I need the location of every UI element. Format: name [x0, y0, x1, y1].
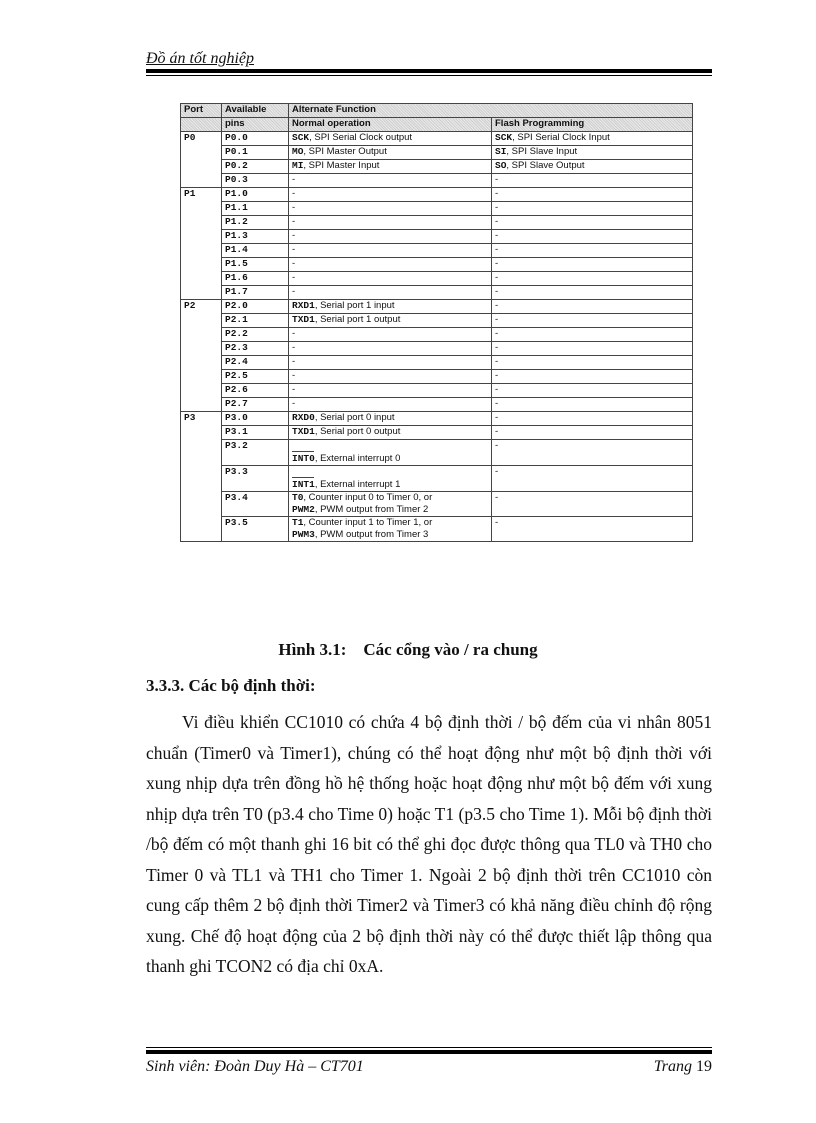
- normal-operation-cell: [289, 466, 492, 492]
- signal-description: , Serial port 0 output: [314, 426, 401, 437]
- table-row: [181, 230, 693, 244]
- header-normal-operation: Normal operation: [289, 118, 492, 132]
- normal-operation-cell: [289, 300, 492, 314]
- pin-cell: P1.2: [222, 216, 289, 230]
- signal-description: -: [292, 356, 296, 367]
- header-rule-thin: [146, 75, 712, 76]
- normal-operation-cell: [289, 398, 492, 412]
- flash-programming-cell: [492, 272, 693, 286]
- signal-description: -: [292, 216, 296, 227]
- signal-code: PWM2: [292, 504, 315, 515]
- signal-description: -: [495, 188, 499, 199]
- signal-code: TXD1: [292, 426, 315, 437]
- signal-description: -: [292, 174, 296, 185]
- flash-programming-cell: [492, 146, 693, 160]
- flash-programming-cell: [492, 328, 693, 342]
- signal-description: , Serial port 1 output: [314, 314, 401, 325]
- signal-code: TXD1: [292, 314, 315, 325]
- signal-description: -: [495, 440, 499, 451]
- signal-description: -: [495, 342, 499, 353]
- normal-operation-cell: [289, 384, 492, 398]
- signal-description: -: [292, 370, 296, 381]
- footer-student: Sinh viên: Đoàn Duy Hà – CT701: [146, 1058, 364, 1075]
- pin-cell: P1.1: [222, 202, 289, 216]
- flash-programming-cell: [492, 244, 693, 258]
- header-flash-programming: Flash Programming: [492, 118, 693, 132]
- pin-cell: P2.0: [222, 300, 289, 314]
- flash-programming-cell: [492, 202, 693, 216]
- pin-cell: P0.3: [222, 174, 289, 188]
- normal-operation-cell: [289, 517, 492, 542]
- signal-code: PWM3: [292, 529, 315, 540]
- signal-description: -: [495, 492, 499, 503]
- flash-programming-cell: [492, 370, 693, 384]
- table-row: [181, 244, 693, 258]
- signal-description: , PWM output from Timer 2: [314, 504, 429, 515]
- signal-description: , External interrupt 0: [314, 453, 401, 464]
- pin-cell: P2.4: [222, 356, 289, 370]
- signal-description: -: [495, 328, 499, 339]
- table-row: [181, 426, 693, 440]
- signal-description: , Serial port 1 input: [314, 300, 395, 311]
- table-row: [181, 160, 693, 174]
- flash-programming-cell: [492, 398, 693, 412]
- signal-code: SO: [495, 160, 507, 171]
- pin-cell: P3.3: [222, 466, 289, 492]
- signal-description: -: [495, 384, 499, 395]
- flash-programming-cell: [492, 492, 693, 517]
- header-rule-thick: [146, 69, 712, 73]
- normal-operation-cell: [289, 342, 492, 356]
- signal-description: , PWM output from Timer 3: [314, 529, 429, 540]
- flash-programming-cell: [492, 174, 693, 188]
- normal-operation-cell: [289, 174, 492, 188]
- signal-code: SCK: [495, 132, 513, 143]
- signal-description: , SPI Serial Clock output: [309, 132, 413, 143]
- normal-operation-cell: [289, 188, 492, 202]
- table-row: [181, 440, 693, 466]
- signal-description: -: [495, 314, 499, 325]
- pin-cell: P1.4: [222, 244, 289, 258]
- signal-description: -: [292, 188, 296, 199]
- normal-operation-cell: [289, 216, 492, 230]
- table-row: [181, 146, 693, 160]
- flash-programming-cell: [492, 412, 693, 426]
- overline-mark: [292, 466, 314, 478]
- normal-operation-cell: [289, 286, 492, 300]
- pin-cell: P3.4: [222, 492, 289, 517]
- normal-operation-cell: [289, 412, 492, 426]
- signal-description: , Counter input 1 to Timer 1, or: [303, 517, 433, 528]
- pin-cell: P3.0: [222, 412, 289, 426]
- footer-rule-thin: [146, 1047, 712, 1048]
- footer-page-label: Trang: [653, 1058, 692, 1075]
- normal-operation-cell: [289, 202, 492, 216]
- signal-description: -: [495, 286, 499, 297]
- figure-caption: [0, 640, 816, 660]
- signal-description: -: [495, 216, 499, 227]
- normal-operation-cell: [289, 492, 492, 517]
- footer-page-number: 19: [696, 1058, 712, 1075]
- footer-page: [654, 1058, 712, 1076]
- header-title: Đồ án tốt nghiệp: [146, 50, 254, 67]
- signal-description: -: [292, 258, 296, 269]
- table-row: [181, 202, 693, 216]
- pin-cell: P3.1: [222, 426, 289, 440]
- signal-description: -: [292, 272, 296, 283]
- signal-description: -: [495, 412, 499, 423]
- table-row: [181, 174, 693, 188]
- signal-description: -: [292, 328, 296, 339]
- table-row: [181, 492, 693, 517]
- footer-rule-thick: [146, 1050, 712, 1054]
- pin-cell: P2.1: [222, 314, 289, 328]
- table-row: [181, 300, 693, 314]
- table-row: [181, 216, 693, 230]
- table-row: [181, 370, 693, 384]
- normal-operation-cell: [289, 132, 492, 146]
- signal-code: RXD0: [292, 412, 315, 423]
- table-row: [181, 132, 693, 146]
- flash-programming-cell: [492, 440, 693, 466]
- table-row: [181, 188, 693, 202]
- pin-cell: P1.3: [222, 230, 289, 244]
- pin-cell: P2.3: [222, 342, 289, 356]
- signal-description: , SPI Serial Clock Input: [512, 132, 610, 143]
- pin-cell: P0.2: [222, 160, 289, 174]
- signal-code: T0: [292, 492, 304, 503]
- flash-programming-cell: [492, 426, 693, 440]
- signal-description: -: [495, 398, 499, 409]
- table-row: [181, 398, 693, 412]
- caption-text: Các cổng vào / ra chung: [363, 640, 538, 659]
- flash-programming-cell: [492, 160, 693, 174]
- signal-description: -: [495, 258, 499, 269]
- signal-description: , Serial port 0 input: [314, 412, 395, 423]
- signal-code: MI: [292, 160, 304, 171]
- signal-code: RXD1: [292, 300, 315, 311]
- header-port: Port: [181, 104, 222, 118]
- table-body: [181, 132, 693, 542]
- signal-description: , Counter input 0 to Timer 0, or: [303, 492, 433, 503]
- port-cell: P3: [181, 412, 222, 542]
- pin-cell: P1.6: [222, 272, 289, 286]
- normal-operation-cell: [289, 146, 492, 160]
- signal-description: -: [495, 300, 499, 311]
- signal-description: -: [292, 342, 296, 353]
- signal-code: MO: [292, 146, 304, 157]
- flash-programming-cell: [492, 258, 693, 272]
- port-function-table: [180, 103, 693, 542]
- port-cell: P1: [181, 188, 222, 300]
- port-cell: P0: [181, 132, 222, 188]
- signal-code: SCK: [292, 132, 310, 143]
- signal-code: INT1: [292, 479, 315, 490]
- signal-code: SI: [495, 146, 507, 157]
- flash-programming-cell: [492, 356, 693, 370]
- signal-description: -: [292, 244, 296, 255]
- signal-description: -: [495, 230, 499, 241]
- caption-label: Hình 3.1:: [278, 640, 347, 659]
- signal-description: -: [495, 370, 499, 381]
- table-row: [181, 272, 693, 286]
- table-row: [181, 517, 693, 542]
- signal-description: -: [292, 286, 296, 297]
- pin-cell: P2.7: [222, 398, 289, 412]
- normal-operation-cell: [289, 328, 492, 342]
- signal-description: -: [495, 426, 499, 437]
- header-alternate-function: Alternate Function: [289, 104, 693, 118]
- table-row: [181, 342, 693, 356]
- normal-operation-cell: [289, 272, 492, 286]
- signal-description: , SPI Slave Input: [506, 146, 578, 157]
- table-row: [181, 466, 693, 492]
- signal-description: -: [292, 202, 296, 213]
- flash-programming-cell: [492, 230, 693, 244]
- signal-description: -: [292, 384, 296, 395]
- signal-description: , External interrupt 1: [314, 479, 401, 490]
- signal-code: T1: [292, 517, 304, 528]
- normal-operation-cell: [289, 258, 492, 272]
- table-row: [181, 384, 693, 398]
- signal-description: -: [495, 272, 499, 283]
- pin-cell: P2.2: [222, 328, 289, 342]
- flash-programming-cell: [492, 300, 693, 314]
- port-cell: P2: [181, 300, 222, 412]
- flash-programming-cell: [492, 342, 693, 356]
- flash-programming-cell: [492, 517, 693, 542]
- signal-description: -: [495, 244, 499, 255]
- pin-cell: P3.2: [222, 440, 289, 466]
- flash-programming-cell: [492, 216, 693, 230]
- normal-operation-cell: [289, 440, 492, 466]
- normal-operation-cell: [289, 356, 492, 370]
- table-row: [181, 286, 693, 300]
- table-row: [181, 258, 693, 272]
- signal-description: , SPI Master Output: [303, 146, 387, 157]
- signal-description: -: [292, 230, 296, 241]
- flash-programming-cell: [492, 188, 693, 202]
- flash-programming-cell: [492, 286, 693, 300]
- signal-description: -: [495, 174, 499, 185]
- table-row: [181, 314, 693, 328]
- flash-programming-cell: [492, 132, 693, 146]
- pin-cell: P3.5: [222, 517, 289, 542]
- flash-programming-cell: [492, 384, 693, 398]
- pin-cell: P2.5: [222, 370, 289, 384]
- signal-description: -: [495, 466, 499, 477]
- pin-cell: P1.0: [222, 188, 289, 202]
- table-row: [181, 412, 693, 426]
- signal-code: INT0: [292, 453, 315, 464]
- signal-description: -: [495, 517, 499, 528]
- pin-cell: P0.1: [222, 146, 289, 160]
- pin-cell: P2.6: [222, 384, 289, 398]
- signal-description: -: [292, 398, 296, 409]
- signal-description: -: [495, 202, 499, 213]
- normal-operation-cell: [289, 314, 492, 328]
- signal-description: -: [495, 356, 499, 367]
- overline-mark: [292, 440, 314, 452]
- normal-operation-cell: [289, 370, 492, 384]
- table-row: [181, 356, 693, 370]
- header-available: Available: [222, 104, 289, 118]
- signal-description: , SPI Slave Output: [506, 160, 585, 171]
- normal-operation-cell: [289, 230, 492, 244]
- header-pins: pins: [222, 118, 289, 132]
- signal-description: , SPI Master Input: [303, 160, 380, 171]
- pin-cell: P1.5: [222, 258, 289, 272]
- flash-programming-cell: [492, 314, 693, 328]
- table-row: [181, 328, 693, 342]
- pin-cell: P0.0: [222, 132, 289, 146]
- normal-operation-cell: [289, 160, 492, 174]
- flash-programming-cell: [492, 466, 693, 492]
- normal-operation-cell: [289, 244, 492, 258]
- section-heading: 3.3.3. Các bộ định thời:: [146, 676, 316, 695]
- body-paragraph: Vi điều khiển CC1010 có chứa 4 bộ định thời / bộ đếm của vi nhân 8051 chuẩn (Timer0 và Timer1), chúng có thể hoạt động như một bộ định thời với xung nhịp dựa trên đồng hồ hệ thống hoặc hoạt động như một bộ đếm với xung nhịp dựa trên T0 (p3.4 cho Time 0) hoặc T1 (p3.5 cho Time 1). Mỗi bộ định thời /bộ đếm có một thanh ghi 16 bit có thể ghi đọc được thông qua TL0 và TH0 cho Timer 0 và TL1 và TH1 cho Timer 1. Ngoài 2 bộ định thời trên CC1010 còn cung cấp thêm 2 bộ định thời Timer2 và Timer3 có khả năng điều chỉnh độ rộng xung. Chế độ hoạt động của 2 bộ định thời này có thể được thiết lập thông qua thanh ghi TCON2 có địa chỉ 0xA.: [146, 712, 712, 976]
- pin-cell: P1.7: [222, 286, 289, 300]
- normal-operation-cell: [289, 426, 492, 440]
